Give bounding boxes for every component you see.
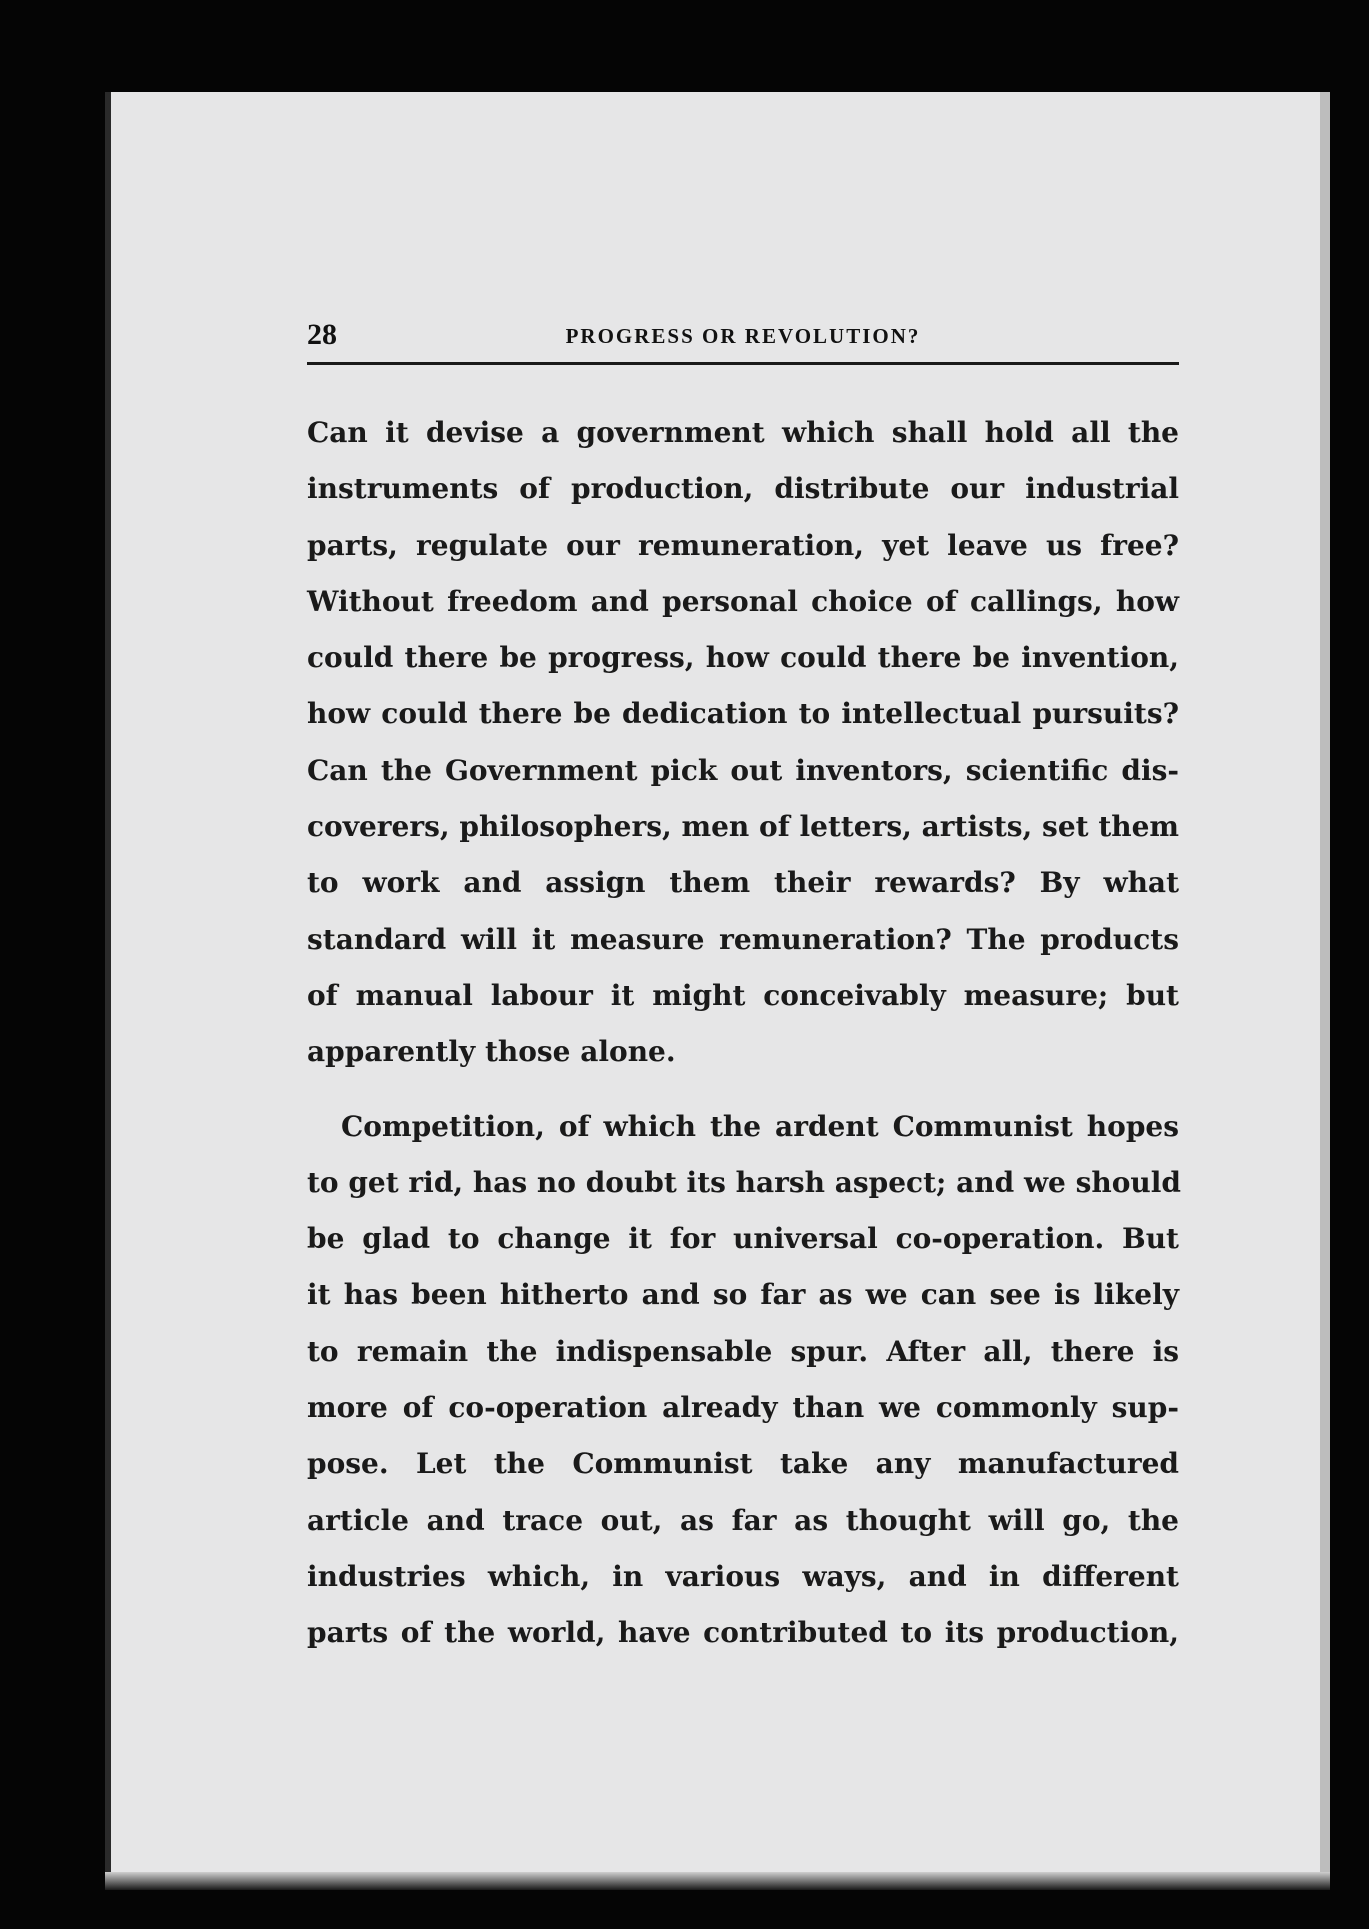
header-rule xyxy=(307,362,1179,365)
text-line: Can the Government pick out inventors, scientific dis- xyxy=(307,753,1179,787)
body-text xyxy=(307,405,1179,1662)
text-line: apparently those alone. xyxy=(307,1035,676,1069)
text-line: to remain the indispensable spur. After all, there is xyxy=(307,1334,1179,1368)
text-line: Can it devise a government which shall hold all the xyxy=(307,416,1179,449)
text-line: Without freedom and personal choice of callings, how xyxy=(307,584,1179,618)
paragraph-2 xyxy=(307,1099,1179,1662)
page-bottom-edge xyxy=(105,1872,1330,1890)
paragraph-1 xyxy=(307,405,1179,1081)
text-line: to get rid, has no doubt its harsh aspect; and we should xyxy=(307,1165,1181,1199)
text-line: to work and assign them their rewards? By what xyxy=(307,866,1179,900)
text-line: of manual labour it might conceivably measure; but xyxy=(307,978,1179,1012)
text-line: standard will it measure remuneration? The products xyxy=(307,922,1179,956)
text-line: more of co-operation already than we commonly sup- xyxy=(307,1391,1179,1425)
page-number: 28 xyxy=(307,318,337,351)
page-header xyxy=(307,318,1179,358)
text-line: could there be progress, how could there be invention, xyxy=(307,641,1179,675)
text-line: industries which, in various ways, and in different xyxy=(307,1559,1179,1593)
text-line: parts, regulate our remuneration, yet leave us free? xyxy=(307,528,1179,562)
text-line: article and trace out, as far as thought will go, the xyxy=(307,1503,1179,1537)
text-line: Competition, of which the ardent Communist hopes xyxy=(341,1109,1179,1143)
text-line: coverers, philosophers, men of letters, artists, set them xyxy=(307,810,1180,844)
text-line: be glad to change it for universal co-operation. But xyxy=(307,1222,1179,1256)
text-line: instruments of production, distribute our industrial xyxy=(307,472,1179,506)
text-line: pose. Let the Communist take any manufactured xyxy=(307,1447,1179,1481)
running-head: PROGRESS OR REVOLUTION? xyxy=(565,324,921,348)
text-line: it has been hitherto and so far as we can see is likely xyxy=(307,1278,1179,1312)
text-line: how could there be dedication to intellectual pursuits? xyxy=(307,697,1179,731)
text-line: parts of the world, have contributed to its production, xyxy=(307,1616,1179,1650)
paragraph-gap xyxy=(307,1081,1179,1099)
